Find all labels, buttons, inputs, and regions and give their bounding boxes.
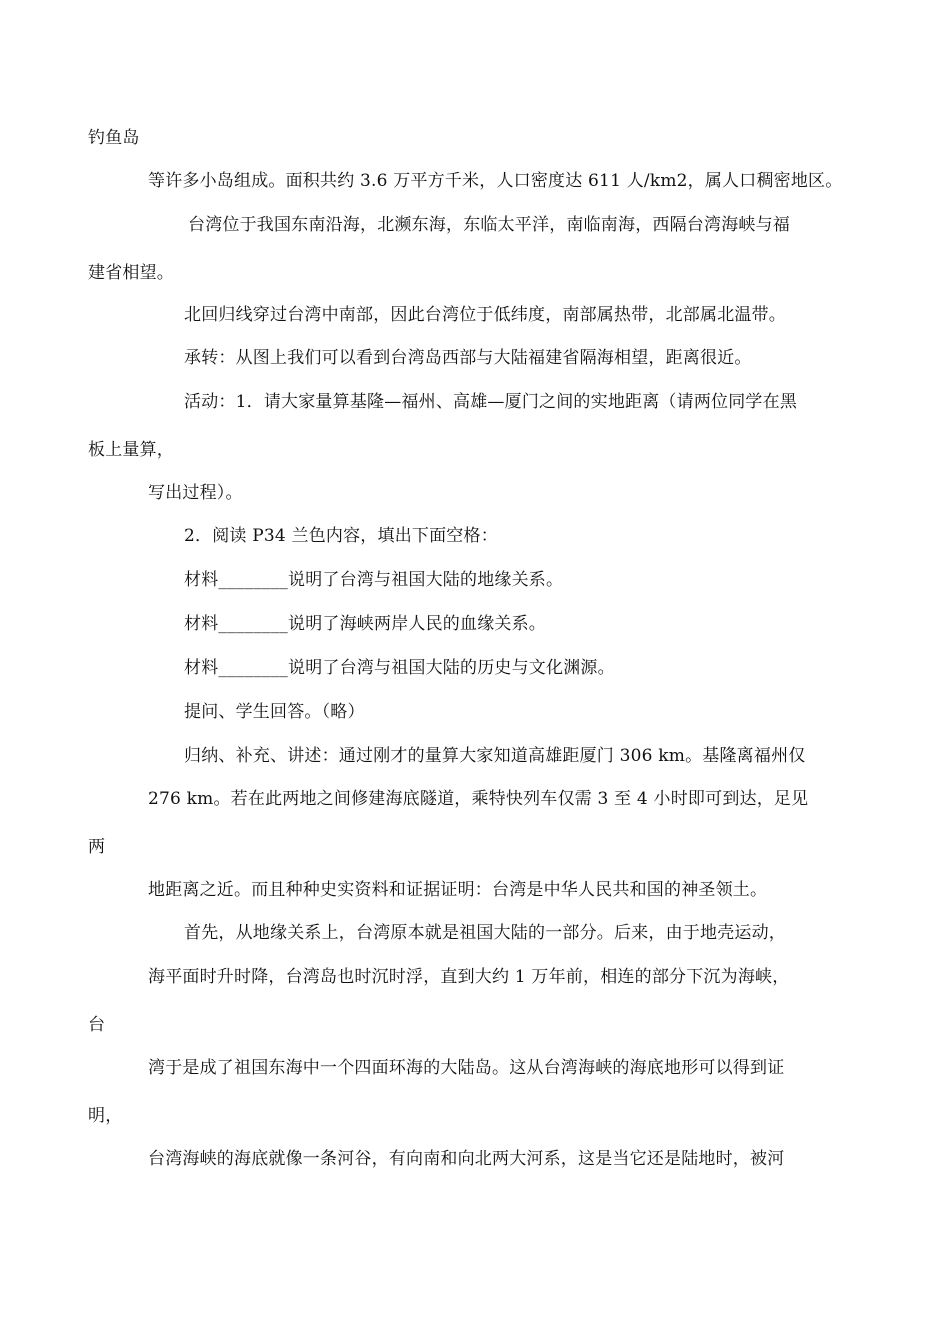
text-line-12: 材料________说明了海峡两岸人民的血缘关系。 bbox=[184, 614, 546, 634]
text-line-5: 北回归线穿过台湾中南部，因此台湾位于低纬度，南部属热带，北部属北温带。 bbox=[184, 305, 786, 325]
text-line-7: 活动：1．请大家量算基隆—福州、高雄—厦门之间的实地距离（请两位同学在黑 bbox=[184, 392, 798, 412]
text-line-14: 提问、学生回答。（略） bbox=[184, 702, 365, 722]
text-line-20: 海平面时升时降，台湾岛也时沉时浮，直到大约 1 万年前，相连的部分下沉为海峡， bbox=[148, 967, 790, 987]
text-line-10: 2．阅读 P34 兰色内容，填出下面空格： bbox=[184, 526, 498, 546]
text-line-3: 台湾位于我国东南沿海，北濒东海，东临太平洋，南临南海，西隔台湾海峡与福 bbox=[188, 215, 790, 235]
text-line-23: 明， bbox=[88, 1106, 123, 1126]
text-line-18: 地距离之近。而且种种史实资料和证据证明：台湾是中华人民共和国的神圣领土。 bbox=[148, 880, 768, 900]
text-line-8: 板上量算， bbox=[88, 440, 174, 460]
text-line-4: 建省相望。 bbox=[88, 263, 174, 283]
text-line-21: 台 bbox=[88, 1015, 106, 1035]
text-line-22: 湾于是成了祖国东海中一个四面环海的大陆岛。这从台湾海峡的海底地形可以得到证 bbox=[148, 1058, 785, 1078]
text-line-11: 材料________说明了台湾与祖国大陆的地缘关系。 bbox=[184, 570, 564, 590]
text-line-17: 两 bbox=[88, 837, 106, 857]
text-line-19: 首先，从地缘关系上，台湾原本就是祖国大陆的一部分。后来，由于地壳运动， bbox=[184, 923, 786, 943]
text-line-24: 台湾海峡的海底就像一条河谷，有向南和向北两大河系，这是当它还是陆地时，被河 bbox=[148, 1149, 785, 1169]
text-line-16: 276 km。若在此两地之间修建海底隧道，乘特快列车仅需 3 至 4 小时即可到达，足见 bbox=[148, 789, 809, 809]
text-line-13: 材料________说明了台湾与祖国大陆的历史与文化渊源。 bbox=[184, 658, 615, 678]
text-line-9: 写出过程）。 bbox=[148, 483, 243, 503]
text-line-2: 等许多小岛组成。面积共约 3.6 万平方千米，人口密度达 611 人/km2，属人口稠密地区。 bbox=[148, 171, 843, 191]
text-line-1: 钓鱼岛 bbox=[88, 128, 140, 148]
text-line-15: 归纳、补充、讲述：通过刚才的量算大家知道高雄距厦门 306 km。基隆离福州仅 bbox=[184, 746, 806, 766]
text-line-6: 承转：从图上我们可以看到台湾岛西部与大陆福建省隔海相望，距离很近。 bbox=[184, 348, 752, 368]
